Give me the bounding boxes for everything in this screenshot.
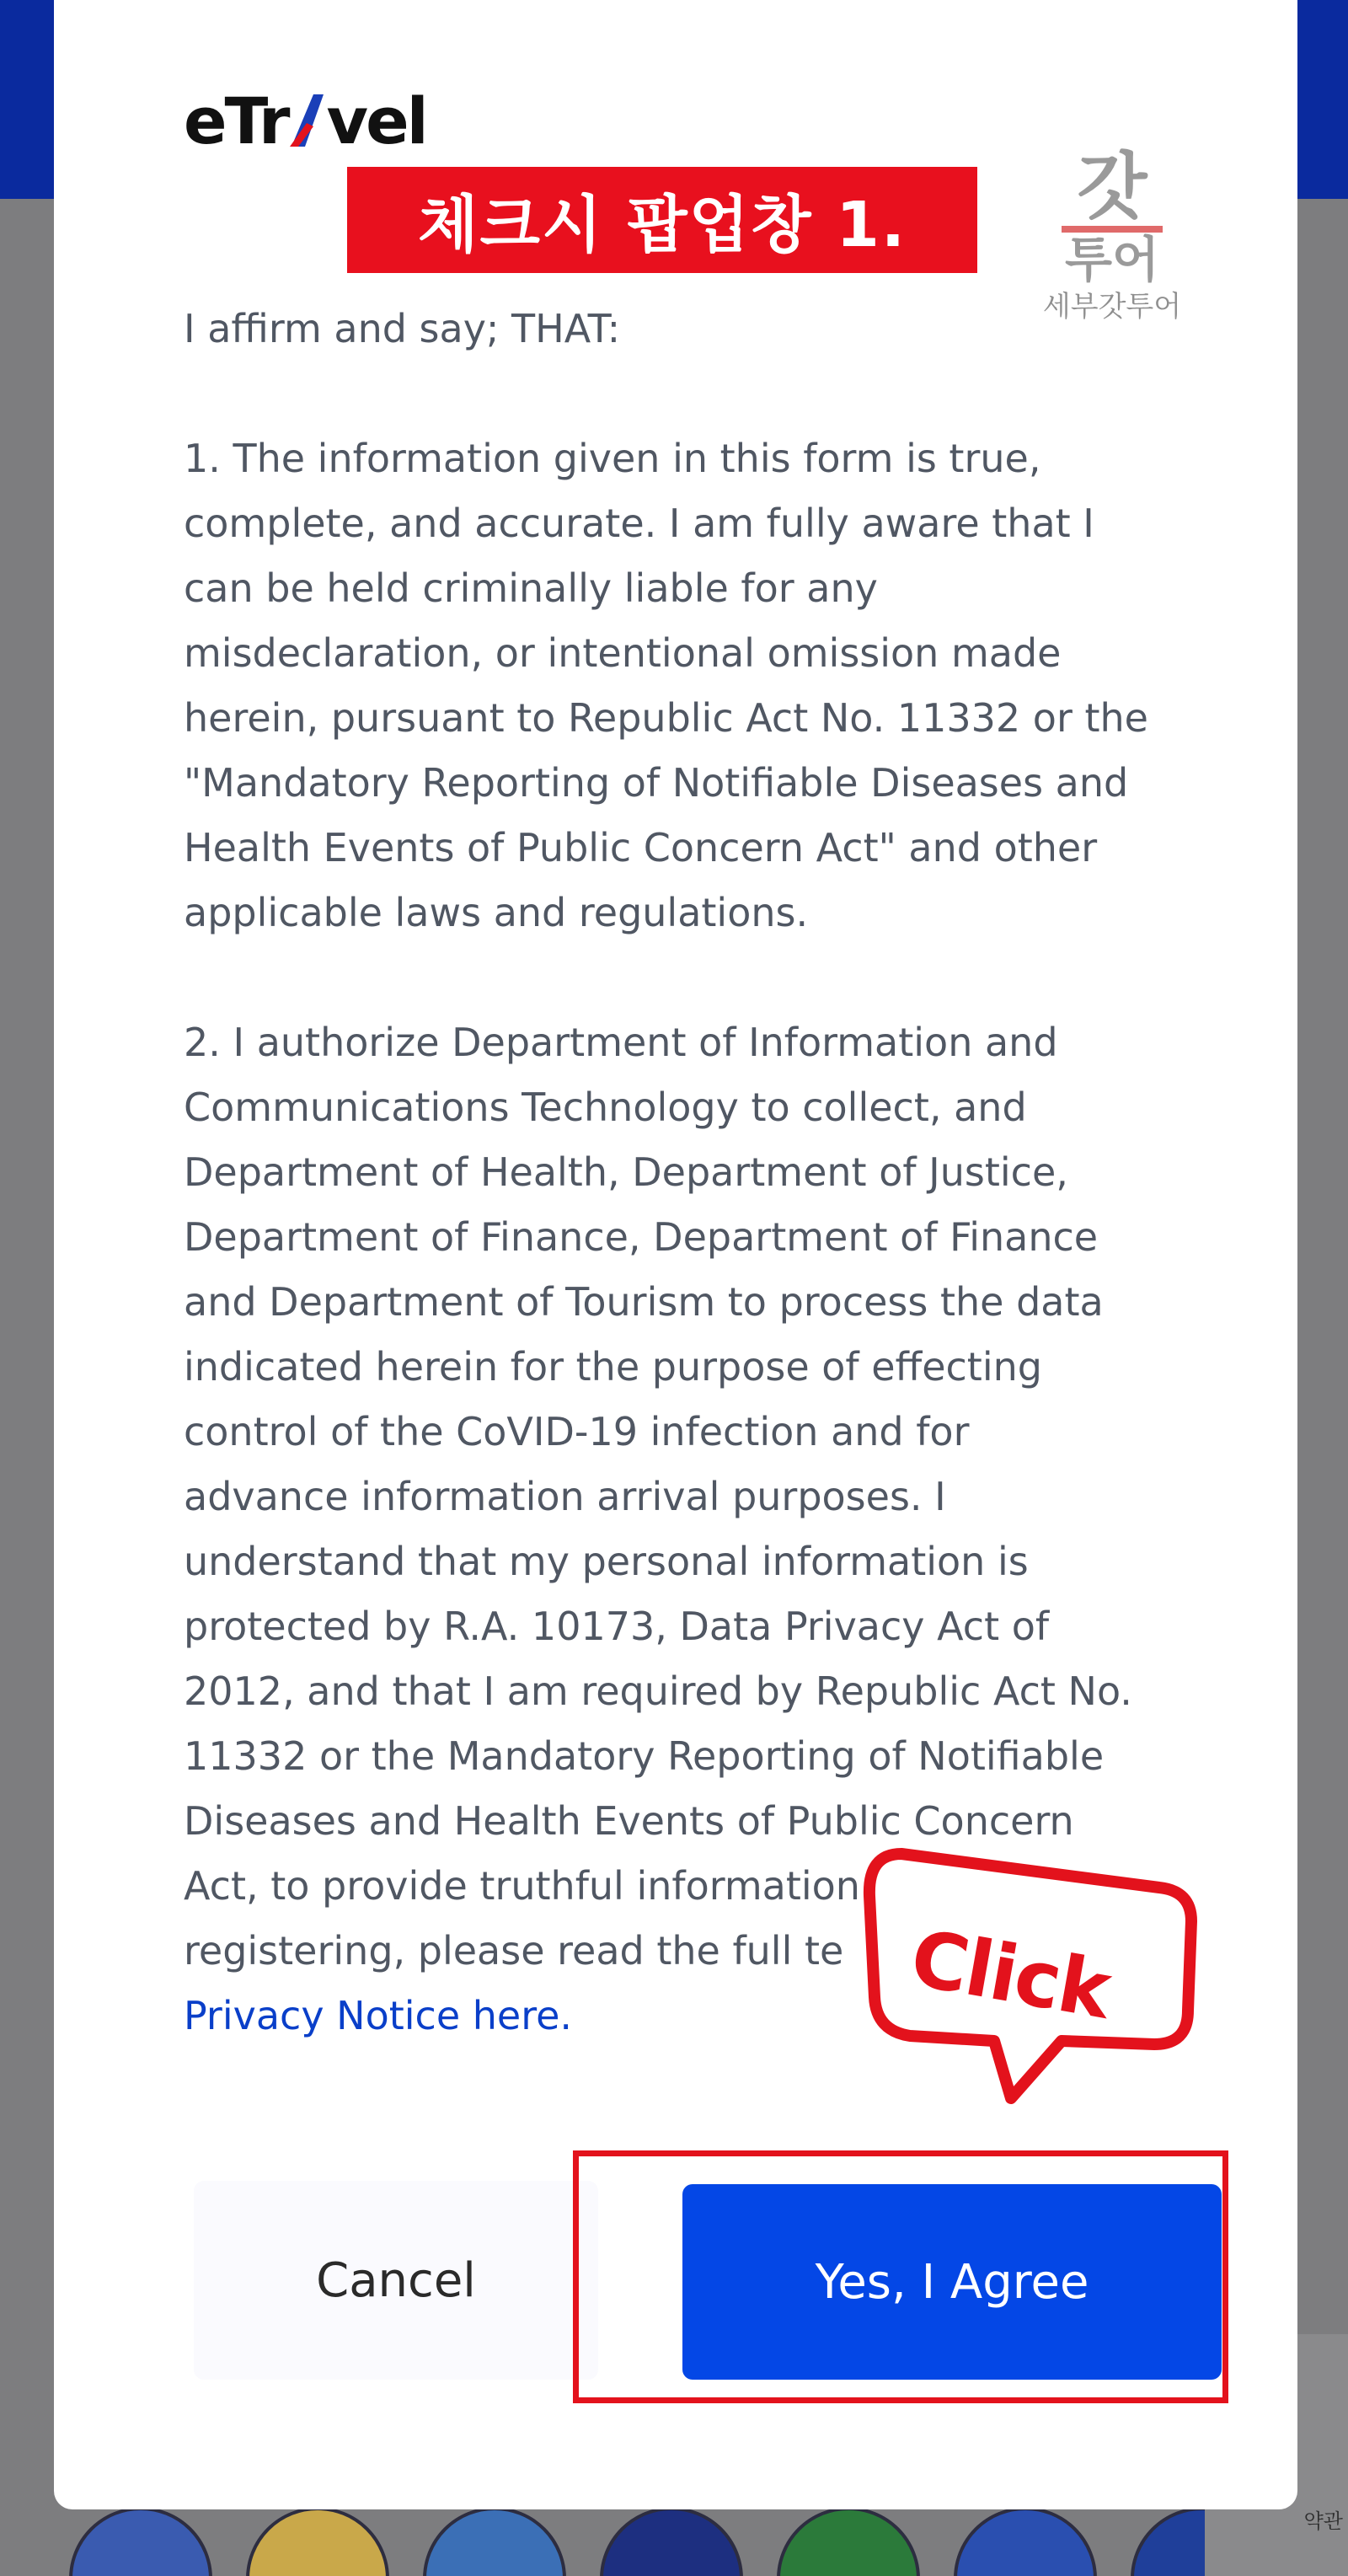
declaration-modal [54,0,1297,2509]
agency-seals-row [51,2507,1297,2576]
background-header-left [0,0,54,199]
seal-icon [600,2507,743,2576]
privacy-notice-link[interactable]: Privacy Notice here. [184,1993,573,2038]
declaration-intro: I affirm and say; THAT: [184,306,621,351]
declaration-paragraph-2: 2. I authorize Department of Information and Communications Technology to collect, and Department of Health, Department of Justice, Department of Finance, Department of Finance and Department of Tourism to process the data indicated herein for the purpose of effecting control of the CoVID-19 infection and for advance information arrival purposes. I understand that my personal information is protected by R.A. 10173, Data Privacy Act of 2012, and that I am required by Republic Act No. 11332 or the Mandatory Reporting of Notifiable Diseases and Health Events of Public Concern Act, to provide truthful information registering, please read the full te [184,1020,1132,1974]
seal-icon [423,2507,566,2576]
declaration-paragraph-1: 1. The information given in this form is true, complete, and accurate. I am fully aware that I can be held criminally liable for any misdeclaration, or intentional omission made herein, pursuant to Republic Act No. 11332 or the "Mandatory Reporting of Notifiable Diseases and Health Events of Public Concern Act" and other applicable laws and regulations. [184,436,1148,935]
swoosh-icon [288,89,327,148]
watermark-small: 세부갓투어 [1042,290,1182,324]
logo-a-swoosh [288,88,327,155]
seal-icon [954,2507,1097,2576]
watermark-logo [1011,145,1213,334]
watermark-mid: 투어 [1062,226,1163,285]
seal-icon [69,2507,212,2576]
etravel-logo [184,83,426,158]
watermark-big: 갓 [1077,145,1147,229]
logo-text-start: eTr [184,83,288,158]
agree-button[interactable]: Yes, I Agree [682,2184,1222,2380]
logo-text-end: vel [326,83,426,158]
seal-icon [777,2507,920,2576]
declaration-text [184,297,1279,2048]
cookie-label: 약관 [1303,2509,1343,2533]
click-annotation-label: Click [904,1913,1116,2037]
background-header-right [1296,0,1348,199]
seal-icon [246,2507,389,2576]
annotation-banner: 체크시 팝업창 1. [347,167,977,273]
cancel-button[interactable]: Cancel [194,2181,598,2380]
